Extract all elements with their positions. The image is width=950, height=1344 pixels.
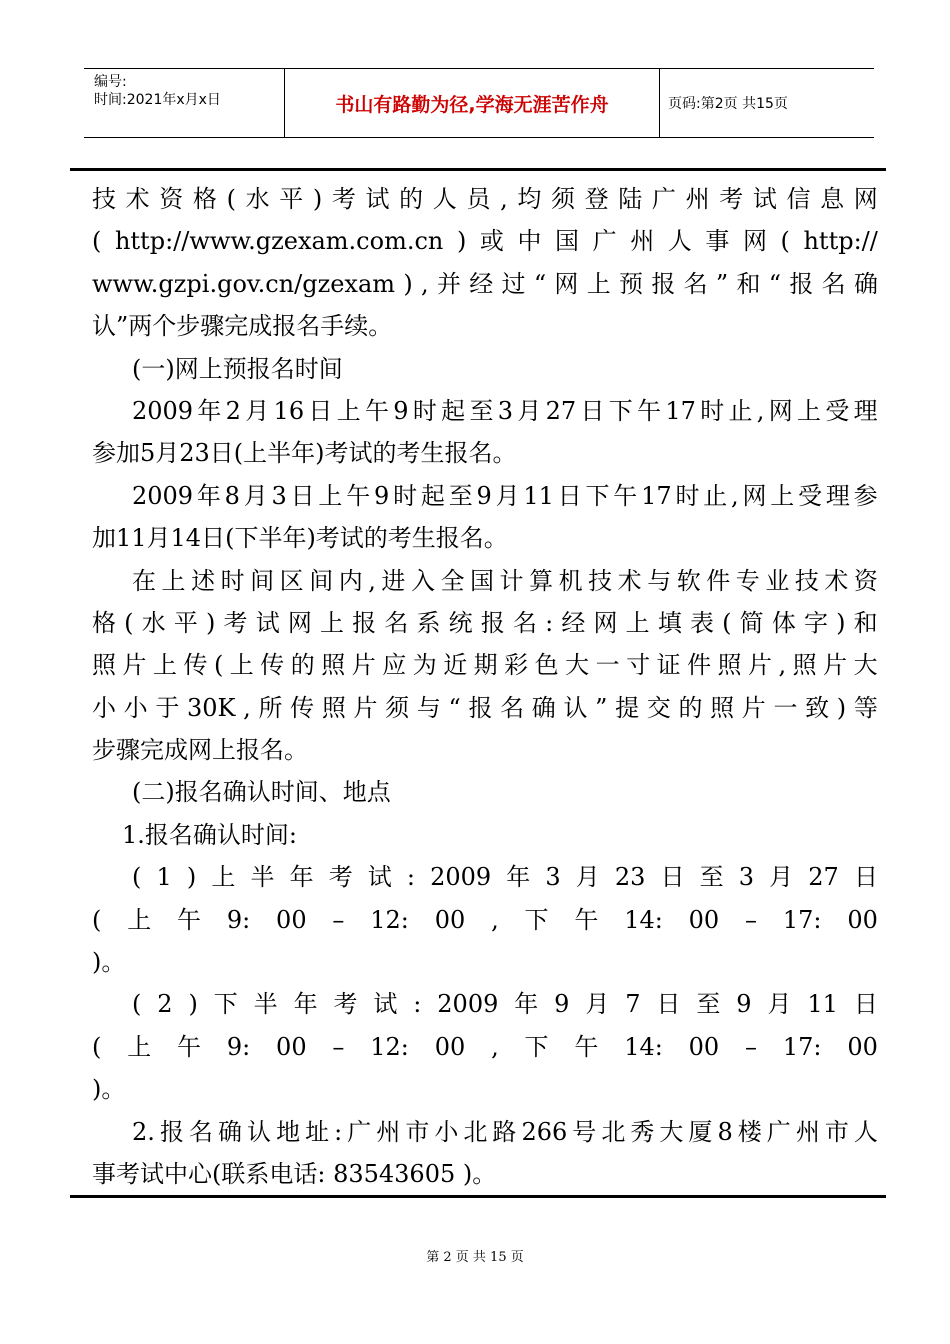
body-line: )。 <box>92 1075 126 1104</box>
header-motto: 书山有路勤为径,学海无涯苦作舟 <box>284 69 660 137</box>
body-line: www.gzpi.gov.cn/gzexam ) , 并 经 过 “ 网 上 预 报 名 ” 和 “ 报 名 确 <box>92 269 878 298</box>
body-line: 事考试中心(联系电话: 83543605 )。 <box>92 1159 497 1188</box>
document-body <box>92 178 878 1195</box>
section-heading: (一)网上预报名时间 <box>132 354 343 383</box>
subsection-heading: 1.报名确认时间: <box>122 820 297 849</box>
body-line: 2009 年 2 月 16 日 上 午 9 时 起 至 3 月 27 日 下 午 17 时 止 , 网 上 受 理 <box>132 396 878 425</box>
section-heading: (二)报名确认时间、地点 <box>132 778 391 807</box>
body-line: 加11月14日(下半年)考试的考生报名。 <box>92 524 508 553</box>
doc-time-label: 时间:2021年x月x日 <box>94 92 221 108</box>
body-line: 技 术 资 格 ( 水 平 ) 考 试 的 人 员 , 均 须 登 陆 广 州 考 试 信 息 网 <box>92 185 878 213</box>
body-line: 在 上 述 时 间 区 间 内 , 进 入 全 国 计 算 机 技 术 与 软 件 专 业 技 术 资 <box>132 566 878 595</box>
page-footer: 第 2 页 共 15 页 <box>426 1250 524 1265</box>
top-divider <box>70 168 886 171</box>
body-line: ( http://www.gzexam.com.cn ) 或 中 国 广 州 人 事 网 ( http:// <box>92 227 878 256</box>
header-meta <box>84 69 284 137</box>
body-line: ( 1 ) 上 半 年 考 试 : 2009 年 3 月 23 日 至 3 月 27 日 <box>132 863 878 892</box>
doc-number-label: 编号: <box>94 74 127 90</box>
body-line: 照 片 上 传 ( 上 传 的 照 片 应 为 近 期 彩 色 大 一 寸 证 件 照 片 , 照 片 大 <box>92 651 878 680</box>
body-line: )。 <box>92 948 126 977</box>
body-line: 2. 报 名 确 认 地 址 : 广 州 市 小 北 路 266 号 北 秀 大 厦 8 楼 广 州 市 人 <box>132 1117 878 1146</box>
header-page-info: 页码:第2页 共15页 <box>668 96 788 112</box>
body-line: ( 2 ) 下 半 年 考 试 : 2009 年 9 月 7 日 至 9 月 11 日 <box>132 990 878 1019</box>
body-line: ( 上 午 9: 00 – 12: 00 , 下 午 14: 00 – 17: 00 <box>92 905 878 934</box>
body-line: ( 上 午 9: 00 – 12: 00 , 下 午 14: 00 – 17: 00 <box>92 1032 878 1061</box>
bottom-divider <box>70 1195 886 1198</box>
body-line: 参加5月23日(上半年)考试的考生报名。 <box>92 439 517 468</box>
header-table <box>84 68 874 138</box>
body-line: 小 小 于 30K , 所 传 照 片 须 与 “ 报 名 确 认 ” 提 交 的 照 片 一 致 ) 等 <box>92 693 878 722</box>
body-line: 2009 年 8 月 3 日 上 午 9 时 起 至 9 月 11 日 下 午 17 时 止 , 网 上 受 理 参 <box>132 481 878 510</box>
body-line: 认”两个步骤完成报名手续。 <box>92 312 393 341</box>
body-line: 格 ( 水 平 ) 考 试 网 上 报 名 系 统 报 名 : 经 网 上 填 表 ( 简 体 字 ) 和 <box>92 608 878 637</box>
body-line: 步骤完成网上报名。 <box>92 736 308 765</box>
